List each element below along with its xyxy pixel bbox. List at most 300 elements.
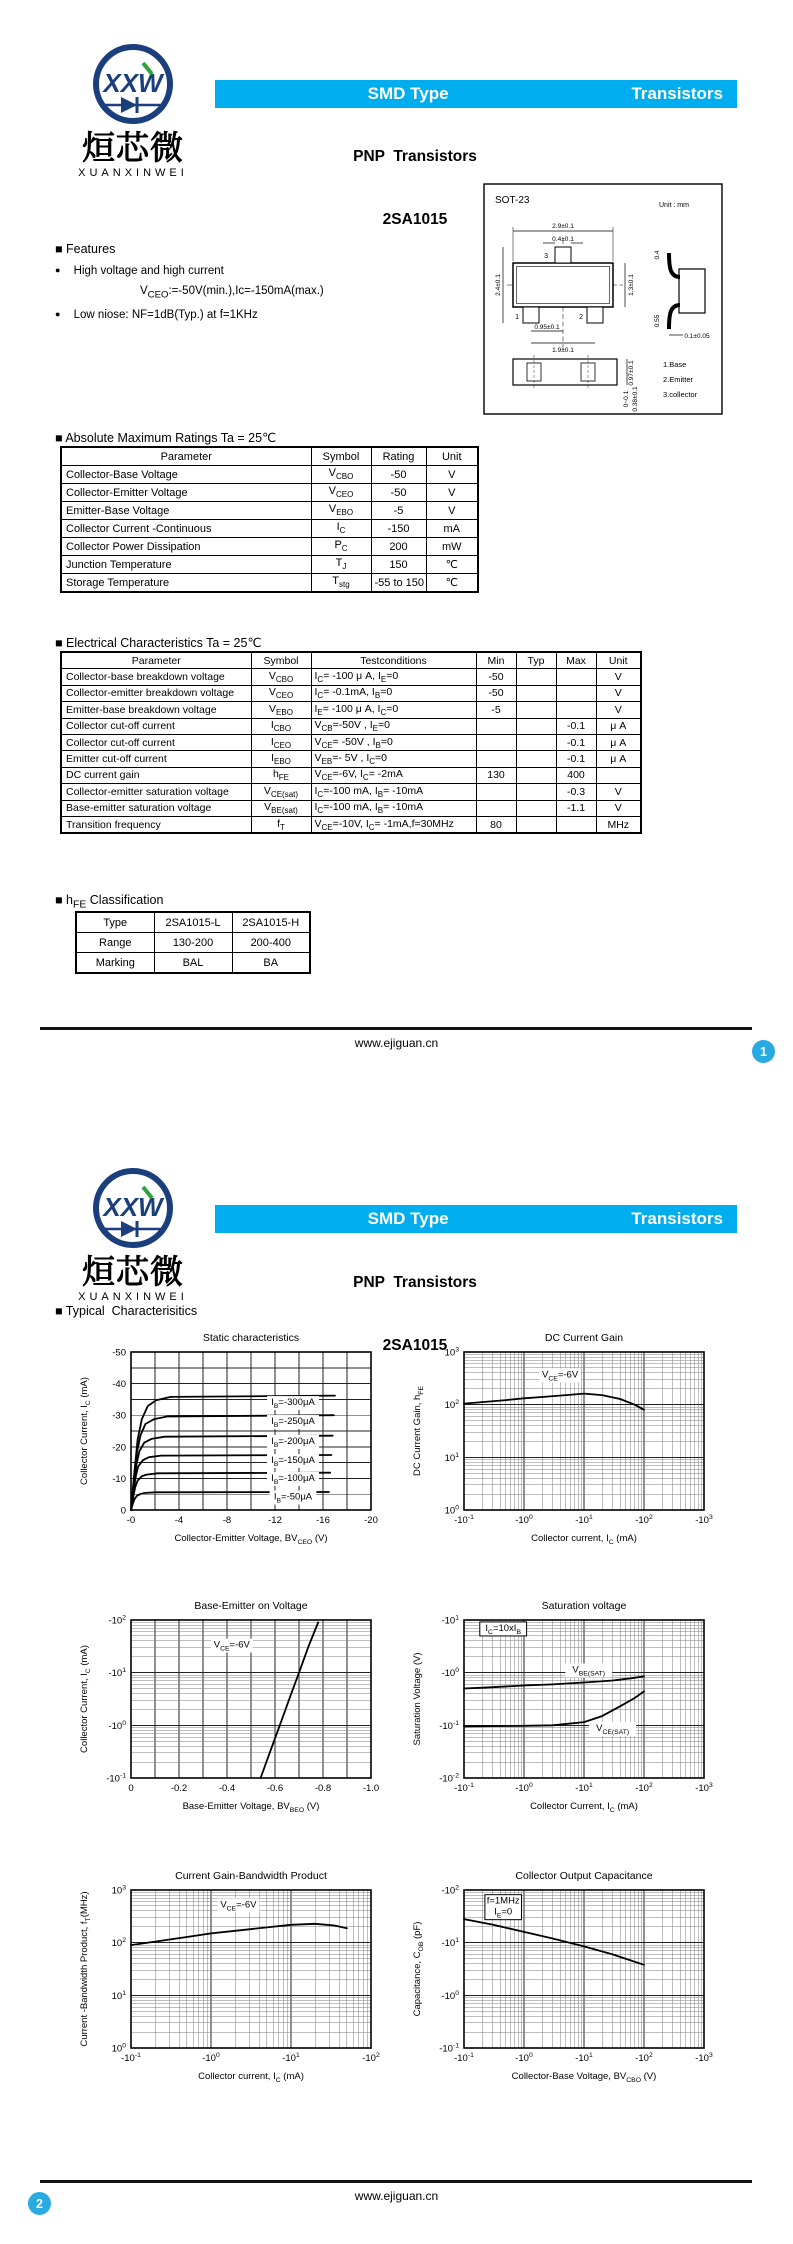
table-cell: -0.1 xyxy=(556,751,596,767)
svg-text:-101: $-10^1$ xyxy=(575,2052,593,2064)
table-cell: Marking xyxy=(76,953,154,974)
table-cell: Collector-emitter breakdown voltage xyxy=(61,685,251,701)
doc-subtitle: PNP Transistors xyxy=(353,1274,477,1291)
table-cell: $I_C= -100$ μ A, $I_E=0$ xyxy=(311,669,476,685)
svg-text:Collector Current, IC (mA): Collector Current, $I_C$ (mA) xyxy=(530,1801,638,1814)
table-row xyxy=(61,800,641,816)
table-cell: 130-200 xyxy=(154,933,232,953)
table-cell: $V_{CE}=-10V$, $I_C= -1mA,f=30MHz$ xyxy=(311,816,476,833)
svg-text:DC Current Gain, hFE: DC Current Gain, $h_{FE}$ xyxy=(412,1386,425,1476)
pin2-pad xyxy=(587,307,603,323)
brand-logo-icon xyxy=(55,1162,211,1250)
svg-text:-101: $-10^1$ xyxy=(282,2052,300,2064)
table-cell: MHz xyxy=(596,816,641,833)
table-cell: Storage Temperature xyxy=(61,574,311,593)
table-row xyxy=(61,466,478,484)
chart-static-characteristics xyxy=(75,1328,405,1576)
footer-url[interactable]: www.ejiguan.cn xyxy=(354,2189,439,2203)
doc-subtitle: PNP Transistors xyxy=(353,148,477,165)
svg-text:VCE=-6V: $V_{CE}=-6V$ xyxy=(542,1369,579,1383)
svg-text:-30: -30 xyxy=(112,1410,126,1422)
dim-height: 0.97±0.1 xyxy=(628,360,635,386)
table-cell: $V_{CBO}$ xyxy=(251,669,311,685)
svg-text:102: $10^2$ xyxy=(111,1937,126,1950)
table-cell: 200 xyxy=(371,538,426,556)
svg-text:IB=-50μA: $I_B=-50\mu A$ xyxy=(273,1491,313,1505)
table-cell xyxy=(596,767,641,783)
column-header: Unit xyxy=(426,447,478,466)
table-cell: -55 to 150 xyxy=(371,574,426,593)
table-row xyxy=(61,734,641,750)
table-cell: Collector cut-off current xyxy=(61,718,251,734)
table-cell: -0.1 xyxy=(556,718,596,734)
svg-text:-102: $-10^2$ xyxy=(635,1782,653,1794)
table-cell: V xyxy=(426,484,478,502)
header-bar-right: Transistors xyxy=(631,84,723,103)
table-cell: Base-emitter saturation voltage xyxy=(61,800,251,816)
svg-text:-101: $-10^1$ xyxy=(575,1514,593,1526)
part-number: 2SA1015 xyxy=(382,1337,448,1354)
table-row xyxy=(61,784,641,800)
table-cell: -50 xyxy=(476,669,516,685)
chart-svg-current-gain-bandwidth-product xyxy=(75,1866,405,2114)
header-bar-left: SMD Type xyxy=(367,1209,449,1228)
svg-text:-100: $-10^0$ xyxy=(441,1989,459,2002)
table-cell: Emitter cut-off current xyxy=(61,751,251,767)
column-header: Max xyxy=(556,652,596,669)
table-cell: -50 xyxy=(476,685,516,701)
pin-list-collector: 3.collector xyxy=(663,390,698,399)
svg-text:VCE=-6V: $V_{CE}=-6V$ xyxy=(213,1639,250,1653)
table-cell: V xyxy=(596,685,641,701)
svg-text:-50: -50 xyxy=(112,1347,126,1359)
dim-lead-thickness: 0.1±0.05 xyxy=(684,333,710,340)
svg-text:-10-1: $-10^{-1}$ xyxy=(439,1719,459,1732)
svg-text:f=1MHz: f=1MHz xyxy=(486,1895,520,1907)
abs-max-heading: ■ Absolute Maximum Ratings Ta = 25℃ xyxy=(55,431,277,445)
pin3-pad xyxy=(555,247,571,263)
brand-name-en: XUANXINWEI xyxy=(78,167,188,179)
table-cell: 200-400 xyxy=(232,933,310,953)
table-cell: $I_C$ xyxy=(311,520,371,538)
table-cell xyxy=(476,734,516,750)
svg-text:-101: $-10^1$ xyxy=(575,1782,593,1794)
svg-text:-10-1: $-10^{-1}$ xyxy=(454,2052,474,2064)
svg-text:103: $10^3$ xyxy=(111,1884,126,1897)
abs-max-table xyxy=(60,446,479,593)
svg-text:-0.4: -0.4 xyxy=(218,1783,236,1794)
svg-text:VCE=-6V: $V_{CE}=-6V$ xyxy=(220,1899,257,1913)
svg-text:Collector Current, IC (mA): Collector Current, $I_C$ (mA) xyxy=(79,1377,92,1485)
svg-text:100: $10^0$ xyxy=(111,2042,126,2055)
table-cell: BAL xyxy=(154,953,232,974)
feature-item xyxy=(55,265,455,277)
column-header: Symbol xyxy=(251,652,311,669)
table-cell: $V_{CE}= -50V$ , $I_B=0$ xyxy=(311,734,476,750)
hfe-heading: ■ $h_{FE}$ Classification xyxy=(55,893,164,911)
svg-text:-100: $-10^0$ xyxy=(515,1514,533,1526)
dim-span: 1.9±0.1 xyxy=(552,347,574,354)
dim-lead-bend: 0.55 xyxy=(654,314,661,328)
svg-text:-40: -40 xyxy=(112,1379,126,1391)
svg-text:VBE(SAT): $V_{BE(SAT)}$ xyxy=(572,1664,606,1678)
svg-text:-10-1: $-10^{-1}$ xyxy=(454,1782,474,1794)
table-row xyxy=(76,933,310,953)
table-cell: μ A xyxy=(596,734,641,750)
table-row xyxy=(61,816,641,833)
table-cell: -50 xyxy=(371,466,426,484)
svg-text:IB=-250μA: $I_B=-250\mu A$ xyxy=(271,1416,315,1430)
column-header: Min xyxy=(476,652,516,669)
table-cell: $V_{CEO}$ xyxy=(251,685,311,701)
svg-text:-100: $-10^0$ xyxy=(515,1782,533,1794)
chart-base-emitter-on-voltage xyxy=(75,1596,405,1844)
table-row xyxy=(61,685,641,701)
svg-text:-10-1: $-10^{-1}$ xyxy=(439,2042,459,2055)
table-row xyxy=(61,702,641,718)
table-cell: $I_E= -100$ μ A, $I_C=0$ xyxy=(311,702,476,718)
table-cell xyxy=(476,751,516,767)
table-cell: $V_{BE(sat)}$ xyxy=(251,800,311,816)
chart-svg-dc-current-gain xyxy=(408,1328,738,1576)
svg-text:Current -Bandwidth Product, fT: Current -Bandwidth Product, $f_T(MHz)$ xyxy=(79,1891,92,2047)
svg-text:VCE(SAT): $V_{CE(SAT)}$ xyxy=(596,1723,630,1737)
column-header: Symbol xyxy=(311,447,371,466)
svg-text:-102: $-10^2$ xyxy=(362,2052,380,2064)
table-cell: V xyxy=(596,800,641,816)
table-cell xyxy=(516,718,556,734)
table-header-row xyxy=(61,447,478,466)
table-cell: 2SA1015-H xyxy=(232,912,310,933)
svg-text:0: 0 xyxy=(120,1505,126,1517)
hfe-classification-table xyxy=(75,911,311,974)
table-cell: μ A xyxy=(596,718,641,734)
table-cell xyxy=(476,784,516,800)
svg-text:Collector-Base Voltage, BVCBO: Collector-Base Voltage, $BV_{CBO}$ (V) xyxy=(511,2071,657,2084)
svg-text:Saturation voltage: Saturation voltage xyxy=(541,1600,627,1612)
svg-text:-102: $-10^2$ xyxy=(635,1514,653,1526)
feature-text: High voltage and high current xyxy=(73,265,224,277)
svg-text:-103: $-10^3$ xyxy=(695,1782,713,1794)
table-cell xyxy=(556,816,596,833)
features-heading: ■ Features xyxy=(55,242,116,256)
svg-text:-100: $-10^0$ xyxy=(108,1719,126,1732)
chart-collector-output-capacitance xyxy=(408,1866,738,2114)
svg-text:Collector current, IC (mA): Collector current, $I_C$ (mA) xyxy=(531,1533,637,1546)
svg-text:-103: $-10^3$ xyxy=(695,1514,713,1526)
table-cell: -5 xyxy=(371,502,426,520)
feature-detail: $V_{CEO}:=-50V(\min.),Ic=-150mA(\max.)$ xyxy=(140,285,324,301)
table-cell: V xyxy=(426,502,478,520)
dim-standoff: 0~0.1 xyxy=(623,390,630,408)
header-bar xyxy=(215,80,737,108)
svg-text:-12: -12 xyxy=(268,1515,282,1526)
table-cell: $I_C=-100$ mA, $I_B= -10mA$ xyxy=(311,784,476,800)
svg-text:103: $10^3$ xyxy=(444,1346,459,1359)
chart-dc-current-gain xyxy=(408,1328,738,1576)
header-bar xyxy=(215,1205,737,1233)
table-cell: V xyxy=(596,784,641,800)
svg-text:0: 0 xyxy=(128,1783,134,1794)
dim-foot: 0.38±0.1 xyxy=(632,386,639,412)
table-cell: Collector cut-off current xyxy=(61,734,251,750)
brand-name-cn: 烜芯微 xyxy=(82,129,184,166)
table-row xyxy=(61,767,641,783)
svg-text:-101: $-10^1$ xyxy=(108,1667,126,1680)
table-row xyxy=(61,502,478,520)
chart-saturation-voltage xyxy=(408,1596,738,1844)
table-cell: $T_J$ xyxy=(311,556,371,574)
table-cell xyxy=(516,669,556,685)
table-cell: V xyxy=(596,669,641,685)
table-row xyxy=(61,574,478,593)
dim-body-width: 2.9±0.1 xyxy=(552,223,574,230)
table-row xyxy=(61,484,478,502)
table-cell xyxy=(516,767,556,783)
footer-rule xyxy=(40,1027,752,1030)
table-cell: Emitter-base breakdown voltage xyxy=(61,702,251,718)
svg-text:IB=-200μA: $I_B=-200\mu A$ xyxy=(271,1435,315,1449)
svg-text:Saturation Voltage (V): Saturation Voltage (V) xyxy=(412,1652,423,1746)
table-row xyxy=(61,669,641,685)
table-cell xyxy=(516,784,556,800)
table-cell xyxy=(516,702,556,718)
feature-item xyxy=(55,309,455,321)
svg-text:DC Current Gain: DC Current Gain xyxy=(544,1332,624,1344)
bullet-icon: ● xyxy=(55,309,61,320)
svg-text:IC=10xIB: $I_C=10xI_B$ xyxy=(485,1622,522,1636)
svg-text:-16: -16 xyxy=(316,1515,330,1526)
svg-text:-4: -4 xyxy=(174,1515,184,1526)
svg-text:-100: $-10^0$ xyxy=(441,1667,459,1680)
table-cell: Collector-Emitter Voltage xyxy=(61,484,311,502)
header-bar-left: SMD Type xyxy=(367,84,449,103)
table-cell: V xyxy=(596,702,641,718)
svg-text:-10-1: $-10^{-1}$ xyxy=(454,1514,474,1526)
package-drawing-sot23 xyxy=(483,183,723,415)
table-cell: $I_{EBO}$ xyxy=(251,751,311,767)
table-cell xyxy=(516,800,556,816)
logo-text: XXW xyxy=(103,68,163,98)
svg-text:Collector Output Capacitance: Collector Output Capacitance xyxy=(515,1870,653,1882)
svg-text:-103: $-10^3$ xyxy=(695,2052,713,2064)
table-cell xyxy=(516,734,556,750)
footer-url[interactable]: www.ejiguan.cn xyxy=(354,1036,439,1050)
table-cell: $I_C=-100$ mA, $I_B= -10mA$ xyxy=(311,800,476,816)
svg-text:-0.2: -0.2 xyxy=(170,1783,188,1794)
svg-text:Current Gain-Bandwidth Product: Current Gain-Bandwidth Product xyxy=(175,1870,327,1882)
table-cell: μ A xyxy=(596,751,641,767)
column-header: Rating xyxy=(371,447,426,466)
table-cell: $V_{CBO}$ xyxy=(311,466,371,484)
svg-text:-10-2: $-10^{-2}$ xyxy=(439,1772,459,1785)
page-number-badge: 2 xyxy=(28,2192,51,2215)
svg-text:-20: -20 xyxy=(112,1442,126,1454)
table-cell: ℃ xyxy=(426,556,478,574)
table-cell: Collector-emitter saturation voltage xyxy=(61,784,251,800)
pin-list-emitter: 2.Emitter xyxy=(663,375,694,384)
svg-text:-100: $-10^0$ xyxy=(515,2052,533,2064)
table-cell: mW xyxy=(426,538,478,556)
svg-text:-100: $-10^0$ xyxy=(202,2052,220,2064)
svg-text:102: $10^2$ xyxy=(444,1399,459,1412)
table-cell: -0.3 xyxy=(556,784,596,800)
table-cell: -0.1 xyxy=(556,734,596,750)
table-cell xyxy=(556,685,596,701)
column-header: Unit xyxy=(596,652,641,669)
electrical-characteristics-table xyxy=(60,651,642,834)
svg-text:-10-1: $-10^{-1}$ xyxy=(121,2052,141,2064)
svg-text:-0: -0 xyxy=(126,1515,136,1526)
table-cell: -1.1 xyxy=(556,800,596,816)
package-body-side-view xyxy=(679,269,705,313)
table-cell: 150 xyxy=(371,556,426,574)
pin2-number: 2 xyxy=(579,314,583,321)
svg-text:IB=-300μA: $I_B=-300\mu A$ xyxy=(271,1397,315,1411)
table-cell xyxy=(516,751,556,767)
table-cell: Type xyxy=(76,912,154,933)
svg-text:101: $10^1$ xyxy=(444,1451,459,1464)
chart-svg-collector-output-capacitance xyxy=(408,1866,738,2114)
table-cell: 130 xyxy=(476,767,516,783)
svg-text:IB=-150μA: $I_B=-150\mu A$ xyxy=(271,1454,315,1468)
brand-name-en: XUANXINWEI xyxy=(78,1291,188,1303)
bullet-icon: ● xyxy=(55,265,61,275)
svg-text:-102: $-10^2$ xyxy=(108,1614,126,1627)
table-cell: $f_T$ xyxy=(251,816,311,833)
logo-text: XXW xyxy=(103,1192,163,1222)
table-cell: DC current gain xyxy=(61,767,251,783)
package-body-top-view xyxy=(513,263,613,307)
svg-text:100: $10^0$ xyxy=(444,1504,459,1517)
table-cell xyxy=(556,669,596,685)
features-section xyxy=(55,242,455,321)
table-cell: $I_{CEO}$ xyxy=(251,734,311,750)
package-unit: Unit : mm xyxy=(659,202,689,209)
table-row xyxy=(76,912,310,933)
table-cell: $I_{CBO}$ xyxy=(251,718,311,734)
table-cell: $V_{CE(sat)}$ xyxy=(251,784,311,800)
svg-text:Collector current, IC (mA): Collector current, $I_C$ (mA) xyxy=(198,2071,304,2084)
table-cell xyxy=(516,685,556,701)
table-row xyxy=(61,556,478,574)
table-cell: ℃ xyxy=(426,574,478,593)
svg-text:-20: -20 xyxy=(364,1515,378,1526)
svg-text:-10-1: $-10^{-1}$ xyxy=(106,1772,126,1785)
feature-text: Low niose: NF=1dB(Typ.) at f=1KHz xyxy=(73,309,258,322)
header-bar-right: Transistors xyxy=(631,1209,723,1228)
svg-text:-0.6: -0.6 xyxy=(266,1783,284,1794)
table-cell: V xyxy=(426,466,478,484)
chart-current-gain-bandwidth-product xyxy=(75,1866,405,2114)
table-cell: 80 xyxy=(476,816,516,833)
table-cell: Collector Power Dissipation xyxy=(61,538,311,556)
column-header: Parameter xyxy=(61,447,311,466)
svg-text:Capacitance, COB (pF): Capacitance, $C_{OB}$ (pF) xyxy=(412,1921,425,2017)
table-row xyxy=(61,751,641,767)
dim-tab-width: 0.4±0.1 xyxy=(552,236,574,243)
table-cell: $V_{EB}=-$ 5V , $I_C=0$ xyxy=(311,751,476,767)
pin3-number: 3 xyxy=(544,253,548,260)
dim-pitch: 0.95±0.1 xyxy=(534,324,560,331)
table-cell: $I_C= -0.1mA$, $I_B=0$ xyxy=(311,685,476,701)
pin1-number: 1 xyxy=(515,314,519,321)
table-cell: -150 xyxy=(371,520,426,538)
column-header: Testconditions xyxy=(311,652,476,669)
svg-text:Collector Current, IC (mA): Collector Current, $I_C$ (mA) xyxy=(79,1645,92,1753)
table-cell: $P_C$ xyxy=(311,538,371,556)
table-cell: Collector-Base Voltage xyxy=(61,466,311,484)
table-cell xyxy=(516,816,556,833)
table-row xyxy=(61,718,641,734)
table-cell: $h_{FE}$ xyxy=(251,767,311,783)
table-cell: 2SA1015-L xyxy=(154,912,232,933)
svg-text:-101: $-10^1$ xyxy=(441,1614,459,1627)
table-cell: Collector-base breakdown voltage xyxy=(61,669,251,685)
part-number: 2SA1015 xyxy=(382,211,448,228)
svg-text:Base-Emitter Voltage, BVBEO (V: Base-Emitter Voltage, $BV_{BEO}$ (V) xyxy=(182,1801,320,1814)
table-cell xyxy=(556,702,596,718)
page-number-badge: 1 xyxy=(752,1040,775,1063)
table-cell: mA xyxy=(426,520,478,538)
table-cell: Emitter-Base Voltage xyxy=(61,502,311,520)
dim-body-height: 2.4±0.1 xyxy=(495,274,502,296)
package-name: SOT-23 xyxy=(495,195,530,206)
table-cell: 400 xyxy=(556,767,596,783)
svg-text:Collector-Emitter Voltage, BVC: Collector-Emitter Voltage, $BV_{CEO}$ (V) xyxy=(174,1533,328,1546)
typical-characteristics-heading: ■ Typical Characterisitics xyxy=(55,1304,198,1318)
footer-rule xyxy=(40,2180,752,2183)
svg-text:Base-Emitter on Voltage: Base-Emitter on Voltage xyxy=(194,1600,308,1612)
elec-char-heading: ■ Electrical Characteristics Ta = 25℃ xyxy=(55,636,262,650)
svg-text:IE=0: $I_E=0$ xyxy=(494,1906,513,1920)
svg-text:Static characteristics: Static characteristics xyxy=(202,1332,300,1344)
table-row xyxy=(61,538,478,556)
svg-text:-8: -8 xyxy=(222,1515,232,1526)
svg-text:101: $10^1$ xyxy=(111,1989,126,2002)
chart-svg-saturation-voltage xyxy=(408,1596,738,1844)
table-cell: $V_{EBO}$ xyxy=(251,702,311,718)
svg-text:-10: -10 xyxy=(112,1473,126,1485)
table-cell: Collector Current -Continuous xyxy=(61,520,311,538)
chart-svg-base-emitter-on-voltage xyxy=(75,1596,405,1844)
table-cell: $V_{CB}=-50V$ , $I_E=0$ xyxy=(311,718,476,734)
pin-list-base: 1.Base xyxy=(663,360,687,369)
table-cell: $T_{stg}$ xyxy=(311,574,371,593)
table-cell: $V_{CEO}$ xyxy=(311,484,371,502)
table-cell: BA xyxy=(232,953,310,974)
table-cell xyxy=(476,800,516,816)
svg-text:-102: $-10^2$ xyxy=(635,2052,653,2064)
table-cell: -50 xyxy=(371,484,426,502)
table-cell: $V_{CE}=-6V$, $I_C= -2mA$ xyxy=(311,767,476,783)
table-header-row xyxy=(61,652,641,669)
table-cell: -5 xyxy=(476,702,516,718)
dim-inner-height: 1.3±0.1 xyxy=(628,274,635,296)
brand-name-cn: 烜芯微 xyxy=(82,1253,184,1290)
svg-text:-102: $-10^2$ xyxy=(441,1884,459,1897)
table-cell: Junction Temperature xyxy=(61,556,311,574)
pin1-pad xyxy=(523,307,539,323)
svg-text:-101: $-10^1$ xyxy=(441,1937,459,1950)
table-cell xyxy=(476,718,516,734)
dim-lead-top: 0.4 xyxy=(654,250,661,260)
table-cell: $V_{EBO}$ xyxy=(311,502,371,520)
table-row xyxy=(61,520,478,538)
table-row xyxy=(76,953,310,974)
table-cell: Range xyxy=(76,933,154,953)
column-header: Typ xyxy=(516,652,556,669)
